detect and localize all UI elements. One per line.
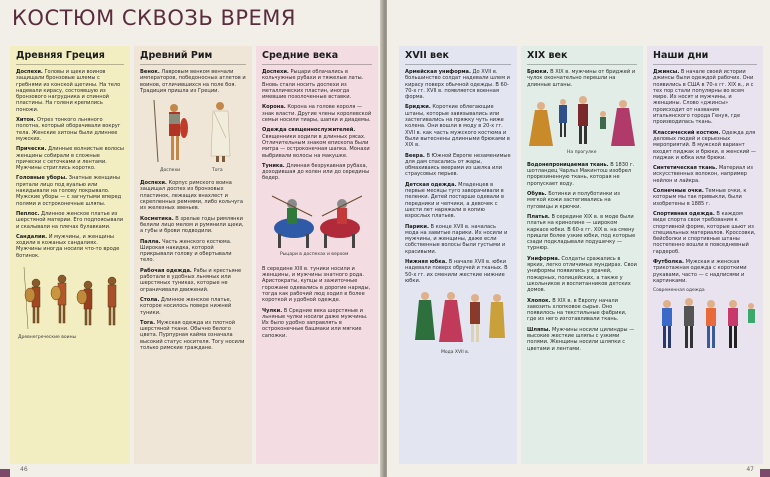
caption-armor: Доспехи: [160, 168, 181, 174]
paragraph: Одежда священнослужителей. Священники ходили в длинных рясах. Отличительным знаком епископа были митра — остроконечная шапка. Монахи выбривали волосы на макушке.: [262, 127, 370, 159]
column-greece: [10, 46, 130, 464]
greece-text: [10, 69, 130, 259]
paragraph: Прически. Длинные волнистые волосы женщины собирали в сложные прически с сеточками и лентами. Мужчины стриглись коротко.: [16, 146, 124, 172]
paragraph: Джинсы. В начале своей истории джинсы были одеждой рабочих. Они появились в США в 70-х гг. XIX в., и с тех пор стали популярны во всем мире. Их носят и мужчины, и женщины. Слово «джинсы» происходит от названия итальянского города Генуя, где производилась ткань.: [653, 69, 754, 126]
column-today: [647, 46, 763, 464]
corner-marker: [0, 469, 10, 477]
left-page: [0, 0, 383, 477]
paragraph: Тога. Мужская одежда из плотной шерстяной ткани. Обычно белого цвета. Пурпурная кайма означала высокий статус носителя. Тогу носили только римские граждане.: [140, 319, 245, 352]
column-heading: XVII век: [405, 50, 511, 65]
modern-clothes-illustration: [653, 288, 757, 358]
paragraph: Доспехи. Корпус римского воина защищал доспех из бронзовых пластинок, лежащих внахлест и скрепленных ремнями, либо кольчуга из железных звеньев.: [140, 180, 243, 212]
column-heading: Древний Рим: [140, 50, 246, 65]
paragraph: Сандалии. И мужчины, и женщины ходили в кожаных сандалиях. Мужчины иногда носили что-то вроде ботинок.: [16, 233, 120, 259]
paragraph: Классический костюм. Одежда для деловых людей и серьезных мероприятий. В мужской вариант входят пиджак и брюки, в женский — пиджак и юбка или брюки.: [653, 129, 756, 161]
column-rome: [134, 46, 252, 464]
paragraph: Чулки. В Средние века шерстяные и льняные чулки носили даже мужчины. Их было удобно заправлять в остроконечные башмаки или мягкие сапожки.: [262, 307, 368, 339]
paragraph: Пеплос. Длинное женское платье из шерстяной материи. Его подпоясывали и скалывали на плечах булавками.: [16, 210, 124, 230]
illustration-caption: На прогулке: [567, 149, 597, 155]
greek-warriors-illustration: [16, 263, 124, 348]
warriors-image: [16, 263, 124, 335]
paragraph: Футболка. Мужская и женская трикотажная одежда с короткими рукавами, часто — с надписями и картинками.: [653, 259, 747, 284]
paragraph: Стола. Длинное женское платье, которое носилось поверх нижней туники.: [140, 296, 232, 316]
paragraph: Головные уборы. Знатные женщины прятали лицо под вуалью или накидывали на голову покрывало. Мужские уборы — с загнутыми вперед полями и остроконечные шляпы.: [16, 175, 122, 207]
promenade-image: [527, 92, 637, 150]
column-heading: XIX век: [527, 50, 637, 65]
paragraph: Корона. Корона на голове короля — знак власти. Другие члены королевской семьи носили тиары, шапки и диадемы.: [262, 104, 372, 124]
paragraph: Бриджи. Короткие облегающие штаны, которые завязывались или застегивались на пряжку чуть ниже колена. Они вошли в моду в 20-х гг. XVII в. как часть мужского костюма и были вытеснены длинными брюками в XIX в.: [405, 104, 510, 149]
roman-figures-illustration: [140, 98, 246, 176]
illustration-caption: Рыцари в доспехах и верхом: [280, 251, 349, 257]
paragraph: Солнечные очки. Темные очки, к которым мы так привыкли, были изобретены в 1885 г.: [653, 188, 747, 207]
paragraph: Спортивная одежда. В каждом виде спорта свои требования к спортивной форме, которые шьют из специальных материалов. Кроссовки, бейсболки и спортивные штаны постепенно вошли в повседневный гардероб.: [653, 210, 756, 255]
paragraph: Рабочая одежда. Рабы и крестьяне работали в удобных льняных или шерстяных туниках, которые не ограничивали движений.: [140, 267, 242, 293]
paragraph: Детская одежда. Младенцев в первые месяцы туго заворачивали в пеленки. Детей постарше одевали в передники и чепчики, а девочек с шести лет наряжали в копию взрослых платьев.: [405, 181, 505, 220]
illustration-caption: Древнегреческие воины: [18, 335, 77, 341]
paragraph: Униформа. Солдаты сражались в ярких, легко отличимых мундирах. Свои униформы появились у врачей, пожарных, полицейских, а также у школьников и воспитанников детских домов.: [527, 255, 637, 294]
knights-illustration: [262, 186, 372, 262]
illustration-caption: Современная одежда: [653, 288, 705, 294]
paragraph: Хитон. Отрез тонкого льняного полотна, который оборачивали вокруг тела. Женские хитоны были длиннее мужских.: [16, 117, 121, 142]
paragraph: Обувь. Ботинки и полуботинки из мягкой кожи застегивались на пуговицы и крючки.: [527, 191, 620, 210]
promenade-illustration: [527, 92, 637, 158]
paragraph: Туника. Длинная безрукавная рубаха, доходившая до колен или до середины бедер.: [262, 162, 370, 182]
paragraph: Косметика. В зрелые годы римлянки белили лицо мелом и румянили щеки, а губы и брови подводили.: [140, 215, 244, 235]
paragraph: Веера. В Южной Европе незаменимые для дам спасались от жары, обмахиваясь веерами из шелка или страусовых перьев.: [405, 152, 511, 178]
paragraph: Хлопок. В XIX в. в Европу начали завозить хлопковое сырье. Оно появилось на текстильные фабрики, где из него изготавливали ткань.: [527, 297, 627, 323]
column-middle-ages: [256, 46, 378, 464]
paragraph: Синтетическая ткань. Материал из искусственных волокон, например нейлон и лайкра.: [653, 165, 753, 184]
column-19th-century: [521, 46, 643, 464]
roman-figures-image: [140, 98, 246, 166]
paragraph: В середине XIII в. туники носили и женщины, и мужчины знатного рода. Аристократы, купцы и зажиточные горожане одевались в дорогие наряды, тогда как рабочий люд ходил в более короткой и удобной одежде.: [262, 265, 371, 304]
paragraph: Палла. Часть женского костюма. Широкая накидка, которой прикрывали голову и обертывали тело.: [140, 238, 232, 264]
corner-marker: [760, 469, 770, 477]
page-number-right: 47: [746, 466, 754, 473]
column-heading: Древняя Греция: [16, 50, 124, 65]
page-title: КОСТЮМ СКВОЗЬ ВРЕМЯ: [12, 6, 296, 30]
paragraph: Парики. В конце XVII в. началась мода на завитые парики. Их носили и мужчины, и женщины, даже если собственные волосы были густыми и красивыми.: [405, 223, 508, 255]
17th-century-fashion-illustration: [405, 288, 511, 358]
paragraph: Нижняя юбка. В начале XVII в. юбки надевали поверх обручей и тканых. В 50-х гг. их сменили жесткие нижние юбки.: [405, 259, 508, 284]
paragraph: Доспехи. Головы и щеки воинов защищали бронзовые шлемы с гребнями из конской щетины. На тело надевали кирасу, состоявшую из бронзового нагрудника и спинной пластины. На голени крепились поножи.: [16, 69, 121, 113]
modern-clothes-image: [653, 294, 757, 354]
paragraph: Шляпы. Мужчины носили цилиндры — высокие жесткие шляпы с узкими полями. Женщины носили шляпки с цветами и лентами.: [527, 326, 635, 352]
page-number-left: 46: [20, 466, 28, 473]
right-page: [387, 0, 770, 477]
paragraph: Платья. В середине XIX в. в моде были платья на кринолине — широком каркасе юбки. В 60-х гг. XIX в. на смену пришли более узкие юбки, под которые сзади подкладывали подушечку — турнюр.: [527, 213, 636, 252]
paragraph: Венок. Лавровым венком венчали императоров, победоносных атлетов и воинов, отличившихся на поле боя. Традиция пришла из Греции.: [140, 69, 246, 94]
column-17th-century: [399, 46, 517, 464]
paragraph: Водонепроницаемая ткань. В 1830 г. шотландец Чарльз Макинтош изобрел прорезиненную ткань, которая не пропускает воду.: [527, 161, 635, 187]
paragraph: Доспехи. Рыцари облачались в кольчужные рубахи и тяжелые латы. Вновь стали носить доспехи из металлических пластин, иногда имевшие позолоченные вставки.: [262, 69, 364, 101]
fashion-17c-image: [405, 288, 509, 350]
paragraph: Брюки. В XIX в. мужчины от бриджей и чулок окончательно перешли на длинные штаны.: [527, 69, 636, 88]
illustration-caption: Мода XVII в.: [441, 350, 470, 356]
paragraph: Армейская униформа. До XVII в. большинство солдат надевали шлем и кирасу поверх обычной одежды. В 60-70-х гг. XVII в. появляется военная форма.: [405, 69, 510, 101]
caption-toga: Тога: [212, 168, 223, 174]
knights-image: [262, 186, 372, 252]
column-heading: Наши дни: [653, 50, 757, 65]
column-heading: Средние века: [262, 50, 372, 65]
